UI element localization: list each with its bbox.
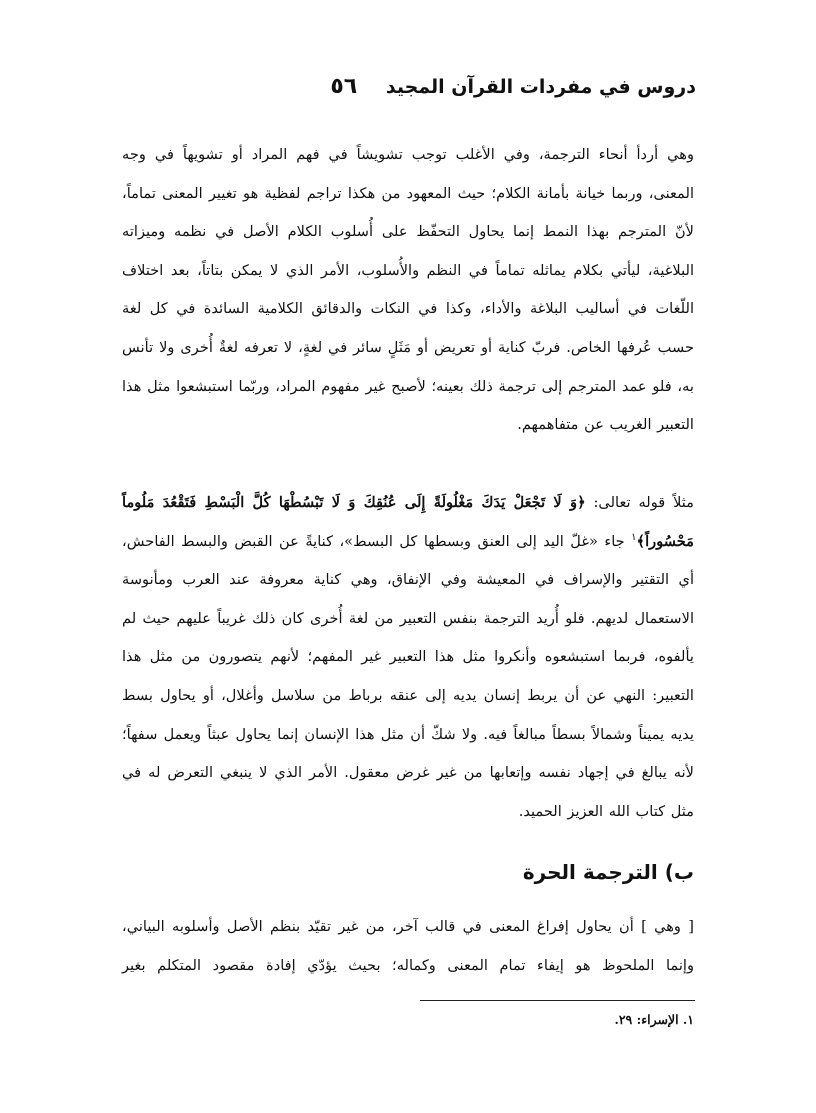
body-text-block-1 [122,136,694,445]
book-title: دروس في مفردات القرآن المجيد [385,76,696,98]
footnote-marker[interactable]: ١ [631,531,637,543]
paragraph-literal-translation: وهي أردأ أنحاء الترجمة، وفي الأغلب توجب تشويشاً في فهم المراد أو تشويهاً في وجه المعنى، وربما خيانة بأمانة الكلام؛ حيث المعهود من هكذا تراجم لفظية هو تغيير المعنى تماماً، لأنّ المترجم بهذا النمط إنما يحاول التحفّظ على أُسلوب الكلام الأصل في نظمه وميزاته البلاغية، ليأتي بكلام يماثله تماماً في النظم والأُسلوب، الأمر الذي لا يمكن بتاتاً، بعد اختلاف اللّغات في أساليب البلاغة والأداء، وكذا في النكات والدقائق الكلامية السائدة في كل لغة حسب عُرفها الخاص. فربّ كناية أو تعريض أو مَثَلٍ سائر في لغةٍ، لا تعرفه لغةٌ أُخرى ولا تأنس به، فلو عمد المترجم إلى ترجمة ذلك بعينه؛ لأصبح غير مفهوم المراد، وربّما استبشعوا مثل هذا التعبير الغريب عن متفاهمهم. [122,146,694,434]
paragraph-free-translation: [ وهي ] أن يحاول إفراغ المعنى في قالب آخر، من غير تقيّد بنظم الأصل وأسلوبه البياني، وإنما الملحوظ هو إيفاء تمام المعنى وكماله؛ بحيث يؤدّي إفادة مقصود المتكلم بغير [122,918,694,974]
section-heading-free-translation: ب) الترجمة الحرة [522,860,694,884]
quran-verse: ﴿وَ لَا تَجْعَلْ يَدَكَ مَغْلُولَةً إِلَى عُنُقِكَ وَ لَا تَبْسُطْهَا كُلَّ الْبَسْطِ فَتَقْعُدَ مَلُوماً مَحْسُوراً﴾ [122,494,694,550]
running-header [330,74,696,99]
footnote-divider [420,1000,695,1001]
footnote: ١. الإسراء: ٢٩. [614,1012,694,1027]
page-number: ٥٦ [330,74,358,99]
body-text-block-3 [122,908,694,985]
example-intro: مثلاً قوله تعالى: [593,494,695,511]
paragraph-verse-example [122,484,694,831]
example-explanation: جاء «غلّ اليد إلى العنق وبسطها كل البسط»، كنايةً عن القبض والبسط الفاحش، أي التقتير والإسراف في المعيشة وفي الإنفاق، وهي كناية معروفة عند العرب ومأنوسة الاستعمال لديهم. فلو أُريد الترجمة بنفس التعبير من لغة أُخرى كان ذلك غريباً عليهم حيث لم يألفوه، فربما استبشعوه وأنكروا مثل هذا التعبير غير المفهم؛ لأنهم يتصورون من مثل هذا التعبير: النهي عن أن يربط إنسان يديه إلى عنقه برباط من سلاسل وأغلال، أو يحاول بسط يديه يميناً وشمالاً بسطاً مبالغاً فيه. ولا شكّ أن مثل هذا الإنسان إنما يحاول عبثاً ويعمل سفهاً؛ لأنه يبالغ في إجهاد نفسه وإتعابها من غير غرض معقول. الأمر الذي لا ينبغي التعرض له في مثل كتاب الله العزيز الحميد. [122,532,694,820]
body-text-block-2 [122,484,694,831]
